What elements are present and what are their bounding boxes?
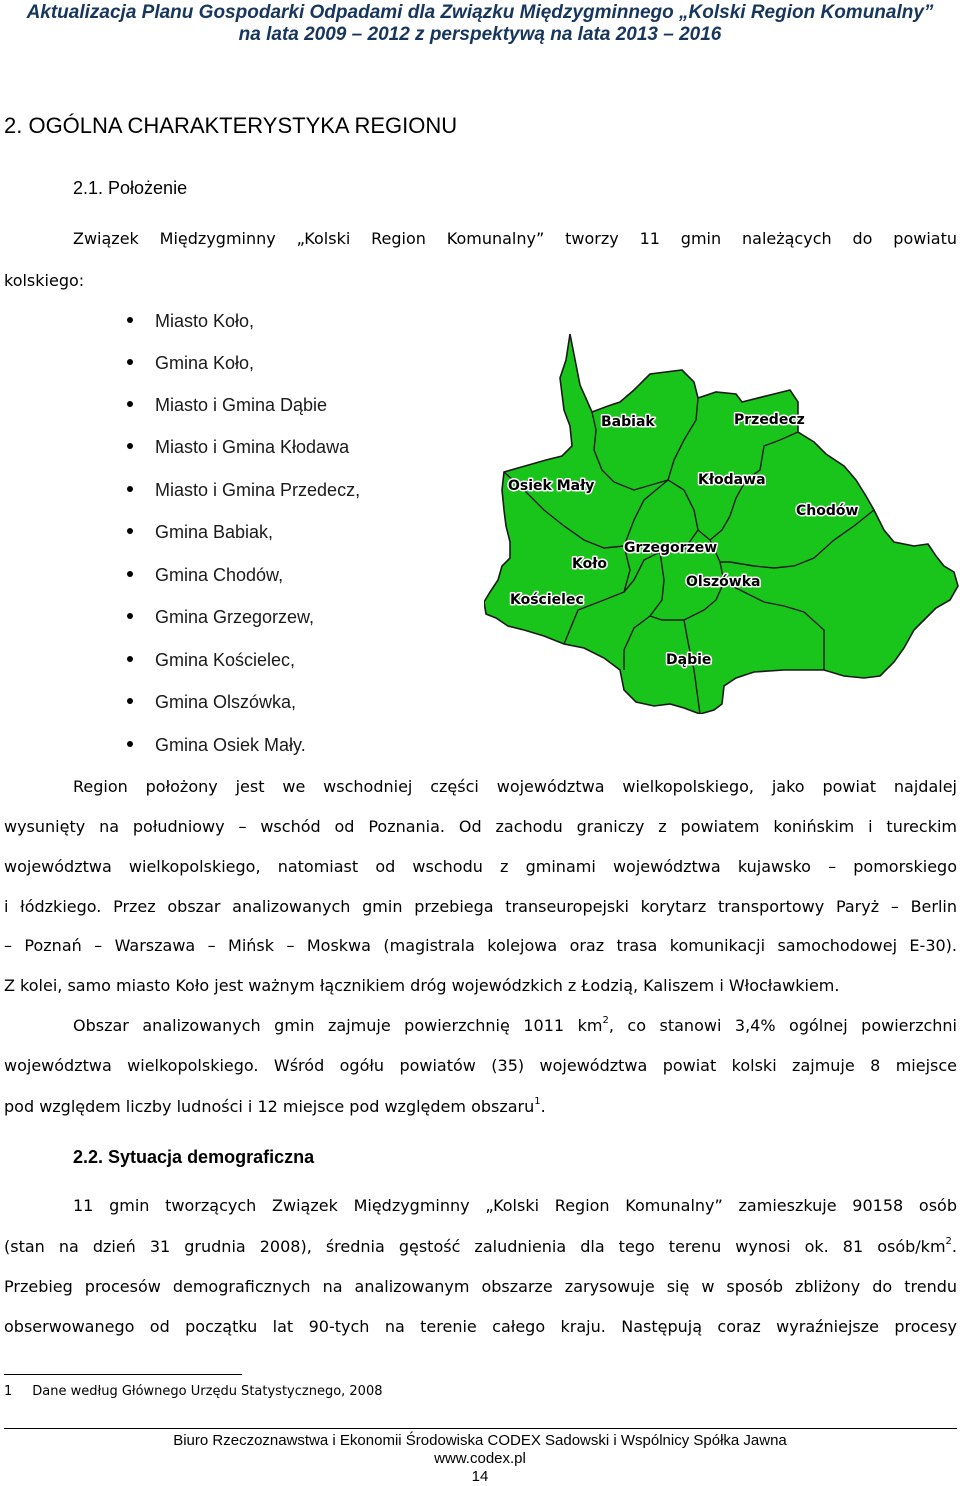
intro-line-2: kolskiego: <box>4 271 85 290</box>
section-title: 2. OGÓLNA CHARAKTERYSTYKA REGIONU <box>4 113 458 138</box>
map-label-przedecz: Przedecz <box>734 412 805 428</box>
list-item: Miasto Koło, <box>127 310 254 332</box>
map-label-osiek-maly: Osiek Mały <box>508 478 595 494</box>
map-label-kolo: Koło <box>572 556 608 572</box>
paragraph-line: Region położony jest we wschodniej części województwa wielkopolskiego, jako powiat najdalej <box>73 777 957 796</box>
footer-separator <box>4 1428 957 1429</box>
bullet-icon <box>127 613 133 619</box>
footnote-number: 1 <box>4 1384 13 1399</box>
document-header-subtitle: na lata 2009 – 2012 z perspektywą na lata 2013 – 2016 <box>238 24 722 45</box>
bullet-icon <box>127 571 133 577</box>
paragraph-line: wysunięty na południowy – wschód od Poznania. Od zachodu graniczy z powiatem konińskim i tureckim <box>4 817 957 836</box>
list-item: Miasto i Gmina Kłodawa <box>127 436 349 458</box>
intro-line-1: Związek Międzygminny „Kolski Region Komunalny” tworzy 11 gmin należących do powiatu <box>73 229 957 248</box>
map-region-shape <box>484 334 958 714</box>
paragraph-line: Przebieg procesów demograficznych na analizowanym obszarze zarysowuje się w sposób zbliżony do trendu <box>4 1277 957 1296</box>
map-label-babiak: Babiak <box>601 414 655 430</box>
bullet-icon <box>127 317 133 323</box>
paragraph-line: Z kolei, samo miasto Koło jest ważnym łącznikiem dróg wojewódzkich z Łodzią, Kaliszem i Włocławkiem. <box>4 976 840 995</box>
page-number: 14 <box>471 1468 489 1485</box>
list-item: Miasto i Gmina Dąbie <box>127 394 327 416</box>
paragraph-line: województwa wielkopolskiego, natomiast od wschodu z gminami województwa kujawsko – pomorskiego <box>4 857 957 876</box>
bullet-icon <box>127 443 133 449</box>
map-label-dabie: Dąbie <box>666 652 712 668</box>
list-item: Gmina Babiak, <box>127 521 273 543</box>
list-item: Gmina Kościelec, <box>127 649 295 671</box>
map-area <box>484 334 958 714</box>
footnote <box>4 1384 383 1400</box>
bullet-icon <box>127 698 133 704</box>
document-header-title: Aktualizacja Planu Gospodarki Odpadami dla Związku Międzygminnego „Kolski Region Komunalny” <box>26 2 934 23</box>
map-label-olszowka: Olszówka <box>686 574 761 590</box>
footer-website[interactable]: www.codex.pl <box>434 1450 526 1467</box>
subsection-title-polozenie: 2.1. Położenie <box>73 178 188 198</box>
bullet-icon <box>127 741 133 747</box>
bullet-icon <box>127 528 133 534</box>
list-item: Gmina Koło, <box>127 352 254 374</box>
paragraph-line: (stan na dzień 31 grudnia 2008), średnia gęstość zaludnienia dla tego terenu wynosi ok. 81 osób/$km^2$. <box>4 1235 957 1256</box>
map-label-klodawa: Kłodawa <box>698 472 766 488</box>
list-item: Gmina Grzegorzew, <box>127 606 314 628</box>
bullet-icon <box>127 656 133 662</box>
subsection-title-demografia: 2.2. Sytuacja demograficzna <box>73 1147 315 1167</box>
map-label-koscielec: Kościelec <box>510 592 584 608</box>
paragraph-line: województwa wielkopolskiego. Wśród ogółu powiatów (35) województwa powiat kolski zajmuje 8 miejsce <box>4 1056 957 1075</box>
list-item: Gmina Chodów, <box>127 564 283 586</box>
list-item: Miasto i Gmina Przedecz, <box>127 479 360 501</box>
paragraph-line: 11 gmin tworzących Związek Międzygminny „Kolski Region Komunalny” zamieszkuje 90158 osób <box>73 1196 957 1215</box>
paragraph-line: obserwowanego od początku lat 90-tych na terenie całego kraju. Następują coraz wyraźniejsze procesy <box>4 1317 957 1336</box>
footer-company: Biuro Rzeczoznawstwa i Ekonomii Środowiska CODEX Sadowski i Wspólnicy Spółka Jawna <box>173 1432 787 1449</box>
list-item: Gmina Osiek Mały. <box>127 734 306 756</box>
paragraph-line: – Poznań – Warszawa – Mińsk – Moskwa (magistrala kolejowa oraz trasa komunikacji samochodowej E-30). <box>4 936 957 955</box>
footnote-separator <box>4 1374 242 1375</box>
paragraph-line: Obszar analizowanych gmin zajmuje powierzchnię 1011 $km^2$, co stanowi 3,4% ogólnej powierzchni <box>73 1014 957 1035</box>
list-item: Gmina Olszówka, <box>127 691 296 713</box>
footnote-text: Dane według Głównego Urzędu Statystycznego, 2008 <box>32 1384 383 1399</box>
map-label-chodow: Chodów <box>796 503 859 519</box>
region-map <box>484 330 960 714</box>
bullet-icon <box>127 359 133 365</box>
bullet-icon <box>127 486 133 492</box>
paragraph-line: pod względem liczby ludności i 12 miejsce pod względem obszaru$^1$. <box>4 1095 546 1116</box>
footnote-ref[interactable]: 1 <box>534 1095 541 1107</box>
map-label-grzegorzew: Grzegorzew <box>624 540 718 556</box>
paragraph-line: i łódzkiego. Przez obszar analizowanych gmin przebiega transeuropejski korytarz transportowy Paryż – Berlin <box>4 897 957 916</box>
bullet-icon <box>127 401 133 407</box>
region-map-graphic <box>484 330 960 714</box>
